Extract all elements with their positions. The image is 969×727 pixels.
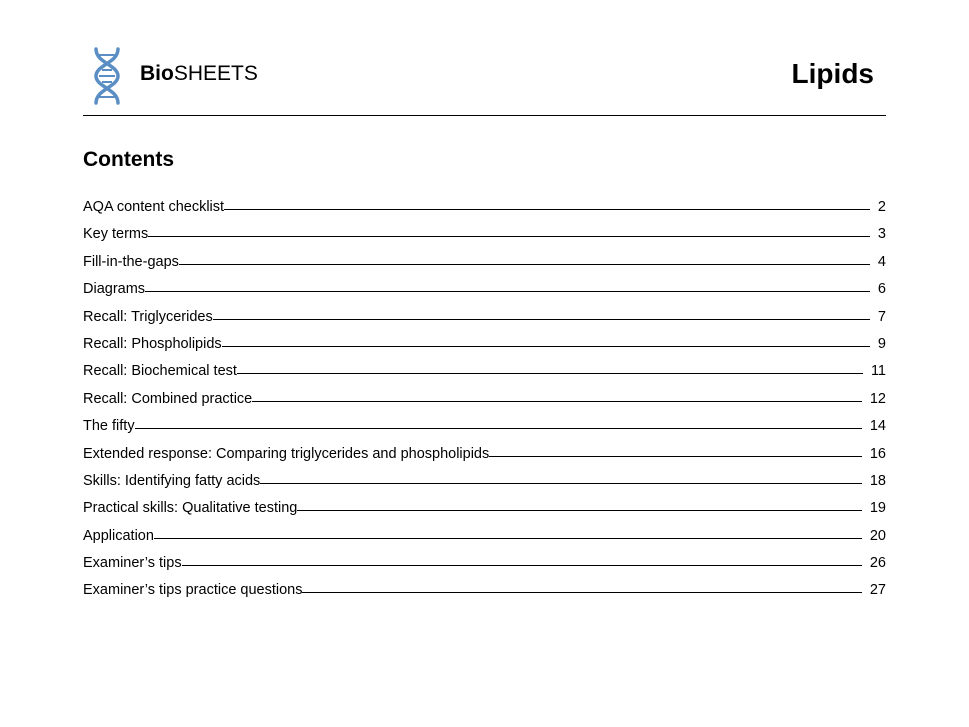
toc-page-number: 14 [869,418,886,435]
toc-entry-label: Examiner’s tips practice questions [83,582,303,599]
toc-entry-label: Diagrams [83,281,146,298]
toc-entry[interactable] [83,500,886,527]
toc-entry-label: Application [83,527,154,544]
toc-entry[interactable] [83,473,886,500]
toc-entry[interactable] [83,226,886,253]
contents-heading: Contents [83,148,174,171]
toc-page-number: 11 [870,363,886,380]
toc-entry[interactable] [83,363,886,390]
toc-entry[interactable] [83,528,886,555]
table-of-contents [83,199,886,610]
toc-leader [224,209,870,210]
toc-page-number: 16 [869,445,886,462]
toc-entry[interactable] [83,418,886,445]
toc-entry[interactable] [83,446,886,473]
toc-leader [154,538,862,539]
toc-leader [135,428,862,429]
toc-page-number: 26 [869,555,886,572]
header-divider [83,115,886,116]
toc-page-number: 7 [877,308,886,325]
brand-rest: SHEETS [173,62,258,85]
toc-entry[interactable] [83,254,886,281]
toc-leader [213,319,870,320]
toc-entry-label: Practical skills: Qualitative testing [83,500,298,517]
toc-page-number: 12 [869,390,886,407]
toc-entry[interactable] [83,555,886,582]
toc-page-number: 6 [877,281,886,298]
toc-entry-label: Extended response: Comparing triglycerides and phospholipids [83,445,490,462]
toc-page-number: 18 [869,472,886,489]
toc-page-number: 9 [877,335,886,352]
toc-page-number: 3 [877,226,886,243]
toc-entry-label: Key terms [83,226,149,243]
toc-leader [260,483,862,484]
toc-entry[interactable] [83,336,886,363]
toc-entry[interactable] [83,199,886,226]
toc-entry-label: Recall: Biochemical test [83,363,237,380]
toc-entry-label: Recall: Phospholipids [83,335,222,352]
toc-entry-label: Fill-in-the-gaps [83,253,179,270]
toc-entry[interactable] [83,391,886,418]
toc-page-number: 19 [869,500,886,517]
dna-helix-icon [90,47,124,105]
brand-name [140,62,258,86]
toc-page-number: 20 [869,527,886,544]
toc-leader [145,291,870,292]
toc-leader [222,346,870,347]
toc-leader [489,456,862,457]
toc-entry-label: The fifty [83,418,135,435]
toc-leader [148,236,870,237]
toc-leader [252,401,862,402]
toc-leader [182,565,862,566]
toc-page-number: 4 [877,253,886,270]
toc-leader [302,592,861,593]
toc-page-number: 27 [869,582,886,599]
toc-entry[interactable] [83,582,886,609]
toc-entry[interactable] [83,281,886,308]
toc-leader [179,264,870,265]
toc-leader [237,373,863,374]
toc-leader [297,510,862,511]
toc-entry-label: Examiner’s tips [83,555,182,572]
toc-page-number: 2 [877,199,886,215]
toc-entry[interactable] [83,309,886,336]
toc-entry-label: Recall: Triglycerides [83,308,213,325]
toc-entry-label: Recall: Combined practice [83,390,253,407]
toc-entry-label: AQA content checklist [83,199,225,215]
toc-entry-label: Skills: Identifying fatty acids [83,472,261,489]
page-title: Lipids [791,58,874,89]
brand-bold: Bio [140,62,174,85]
